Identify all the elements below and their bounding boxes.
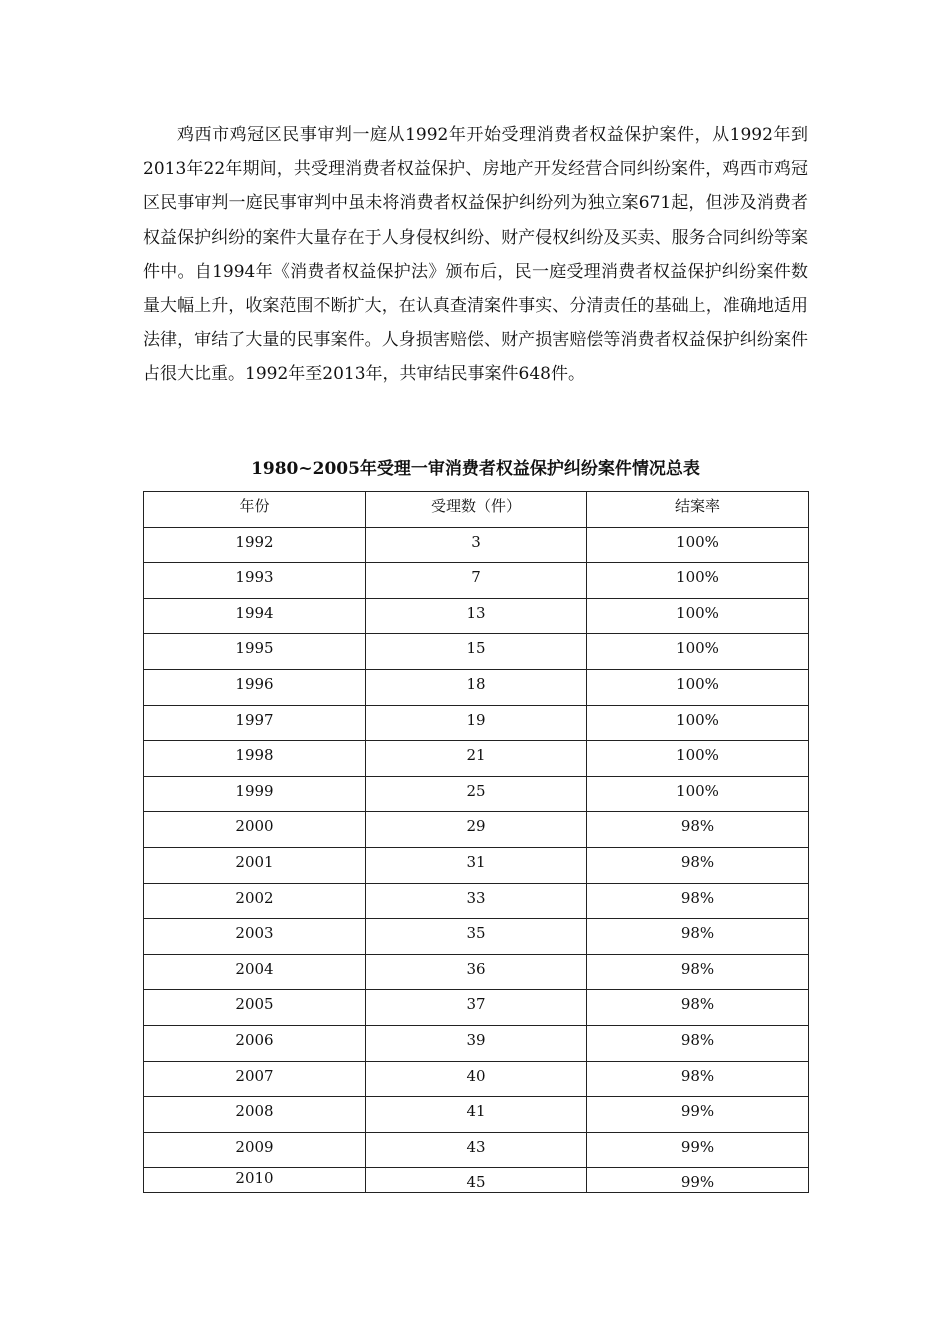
body-paragraph: 鸡西市鸡冠区民事审判一庭从1992年开始受理消费者权益保护案件，从1992年到2013年22年期间，共受理消费者权益保护、房地产开发经营合同纠纷案件，鸡西市鸡冠区民事审判一庭民事审判中虽未将消费者权益保护纠纷列为独立案671起，但涉及消费者权益保护纠纷的案件大量存在于人身侵权纠纷、财产侵权纠纷及买卖、服务合同纠纷等案件中。自1994年《消费者权益保护法》颁布后，民一庭受理消费者权益保护纠纷案件数量大幅上升，收案范围不断扩大，在认真查清案件事实、分清责任的基础上，准确地适用法律，审结了大量的民事案件。人身损害赔偿、财产损害赔偿等消费者权益保护纠纷案件占很大比重。1992年至2013年，共审结民事案件648件。 xyxy=(143,125,808,385)
table-row xyxy=(144,1025,809,1061)
table-cell-year: 2005 xyxy=(144,990,366,1026)
table-cell-count: 33 xyxy=(366,883,587,919)
table-cell-year: 2010 xyxy=(144,1168,366,1193)
table-cell-count: 3 xyxy=(366,527,587,563)
table-cell-count: 15 xyxy=(366,634,587,670)
table-cell-year: 2004 xyxy=(144,954,366,990)
table-cell-count: 25 xyxy=(366,776,587,812)
table-cell-count: 29 xyxy=(366,812,587,848)
table-row xyxy=(144,598,809,634)
table-row xyxy=(144,954,809,990)
table-cell-rate: 98% xyxy=(587,1061,809,1097)
table-cell-rate: 100% xyxy=(587,527,809,563)
table-cell-count: 7 xyxy=(366,563,587,599)
table-cell-rate: 100% xyxy=(587,705,809,741)
table-title: 1980~2005年受理一审消费者权益保护纠纷案件情况总表 xyxy=(251,459,700,479)
table-row xyxy=(144,1168,809,1193)
table-cell-rate: 98% xyxy=(587,954,809,990)
table-cell-year: 2001 xyxy=(144,847,366,883)
table-cell-rate: 98% xyxy=(587,812,809,848)
table-cell-year: 1996 xyxy=(144,669,366,705)
table-body xyxy=(144,527,809,1193)
table-cell-count: 45 xyxy=(366,1168,587,1193)
table-cell-count: 13 xyxy=(366,598,587,634)
table-row xyxy=(144,527,809,563)
table-row xyxy=(144,776,809,812)
table-cell-year: 1995 xyxy=(144,634,366,670)
table-cell-count: 37 xyxy=(366,990,587,1026)
table-cell-rate: 99% xyxy=(587,1132,809,1168)
case-summary-table xyxy=(143,491,809,1193)
table-cell-count: 35 xyxy=(366,919,587,955)
table-cell-rate: 98% xyxy=(587,919,809,955)
table-cell-rate: 99% xyxy=(587,1168,809,1193)
table-cell-count: 19 xyxy=(366,705,587,741)
table-row xyxy=(144,1061,809,1097)
table-cell-rate: 98% xyxy=(587,990,809,1026)
table-row xyxy=(144,919,809,955)
table-row xyxy=(144,990,809,1026)
table-header-row xyxy=(144,492,809,528)
table-cell-year: 1993 xyxy=(144,563,366,599)
table-cell-rate: 100% xyxy=(587,563,809,599)
header-count: 受理数（件） xyxy=(366,492,587,528)
table-cell-count: 41 xyxy=(366,1097,587,1133)
table-row xyxy=(144,812,809,848)
header-year: 年份 xyxy=(144,492,366,528)
table-cell-count: 43 xyxy=(366,1132,587,1168)
table-row xyxy=(144,563,809,599)
table-row xyxy=(144,847,809,883)
table-row xyxy=(144,883,809,919)
table-cell-count: 40 xyxy=(366,1061,587,1097)
table-row xyxy=(144,1132,809,1168)
table-cell-count: 31 xyxy=(366,847,587,883)
table-cell-year: 2000 xyxy=(144,812,366,848)
table-cell-year: 2009 xyxy=(144,1132,366,1168)
table-cell-year: 2006 xyxy=(144,1025,366,1061)
header-rate: 结案率 xyxy=(587,492,809,528)
table-cell-rate: 100% xyxy=(587,741,809,777)
table-cell-count: 39 xyxy=(366,1025,587,1061)
table-cell-rate: 100% xyxy=(587,669,809,705)
table-row xyxy=(144,634,809,670)
table-cell-rate: 100% xyxy=(587,634,809,670)
table-row xyxy=(144,1097,809,1133)
table-cell-year: 1999 xyxy=(144,776,366,812)
table-row xyxy=(144,741,809,777)
table-cell-rate: 98% xyxy=(587,1025,809,1061)
table-cell-rate: 100% xyxy=(587,776,809,812)
table-row xyxy=(144,669,809,705)
table-cell-count: 18 xyxy=(366,669,587,705)
table-row xyxy=(144,705,809,741)
table-cell-year: 1997 xyxy=(144,705,366,741)
table-cell-year: 2007 xyxy=(144,1061,366,1097)
table-cell-year: 1994 xyxy=(144,598,366,634)
table-cell-count: 21 xyxy=(366,741,587,777)
table-cell-year: 2002 xyxy=(144,883,366,919)
table-cell-rate: 98% xyxy=(587,883,809,919)
table-cell-year: 1992 xyxy=(144,527,366,563)
table-cell-year: 2003 xyxy=(144,919,366,955)
table-cell-year: 2008 xyxy=(144,1097,366,1133)
table-cell-rate: 99% xyxy=(587,1097,809,1133)
table-cell-count: 36 xyxy=(366,954,587,990)
table-cell-rate: 98% xyxy=(587,847,809,883)
table-cell-rate: 100% xyxy=(587,598,809,634)
table-cell-year: 1998 xyxy=(144,741,366,777)
